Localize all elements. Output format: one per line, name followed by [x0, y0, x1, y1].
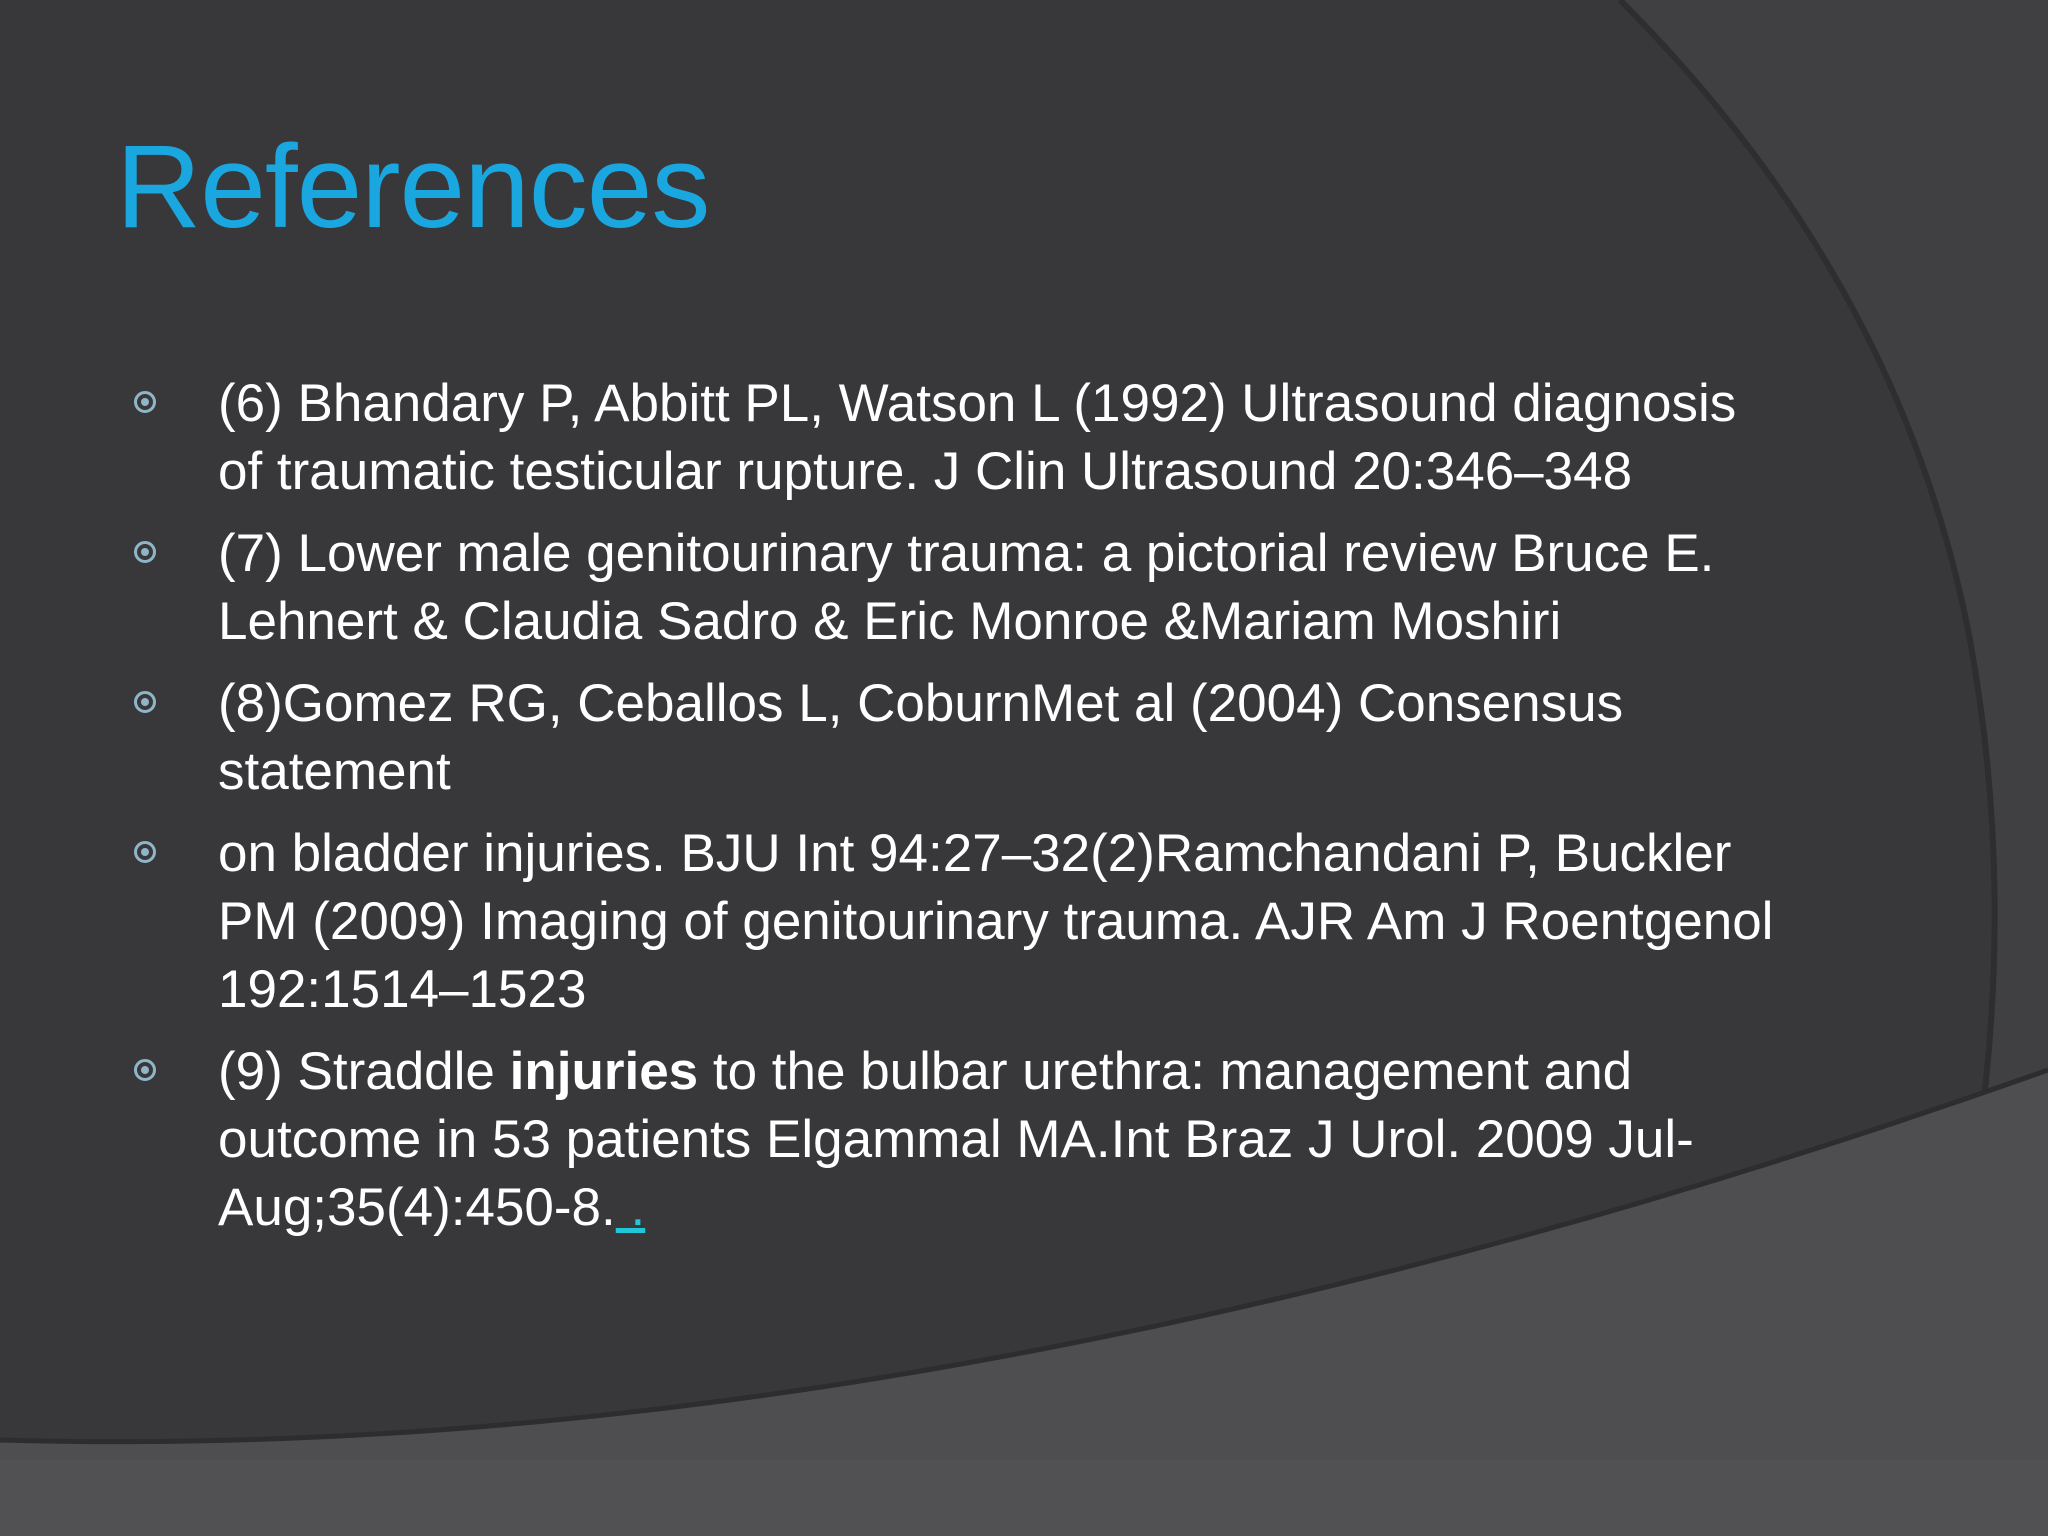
references-list [130, 370, 1790, 1256]
target-bullet-icon [134, 1059, 156, 1081]
bottom-band [0, 1460, 2048, 1536]
target-bullet-icon [134, 391, 156, 413]
target-bullet-icon [134, 541, 156, 563]
target-bullet-icon [134, 841, 156, 863]
reference-text-bold: injuries [509, 1042, 699, 1101]
reference-item [130, 1038, 1790, 1242]
reference-text-prefix: (9) Straddle [218, 1042, 510, 1101]
reference-text: (8)Gomez RG, Ceballos L, CoburnMet al (2004) Consensus statement [218, 674, 1624, 801]
reference-text-suffix: to the bulbar urethra: management and outcome in 53 patients Elgammal MA.Int Braz J Urol. 2009 Jul-Aug;35(4):450-8. [218, 1042, 1694, 1237]
reference-text: on bladder injuries. BJU Int 94:27–32(2)Ramchandani P, Buckler PM (2009) Imaging of genitourinary trauma. AJR Am J Roentgenol 192:1514–1523 [218, 824, 1774, 1019]
reference-text: (7) Lower male genitourinary trauma: a pictorial review Bruce E. Lehnert & Claudia Sadro & Eric Monroe &Mariam Moshiri [218, 524, 1715, 651]
reference-item [130, 520, 1790, 656]
slide-title: References [116, 121, 710, 253]
target-bullet-icon [134, 691, 156, 713]
reference-item [130, 370, 1790, 506]
reference-item [130, 820, 1790, 1024]
reference-text: (6) Bhandary P, Abbitt PL, Watson L (1992) Ultrasound diagnosis of traumatic testicular rupture. J Clin Ultrasound 20:346–348 [218, 374, 1737, 501]
reference-link[interactable]: . [615, 1178, 646, 1237]
reference-item [130, 670, 1790, 806]
